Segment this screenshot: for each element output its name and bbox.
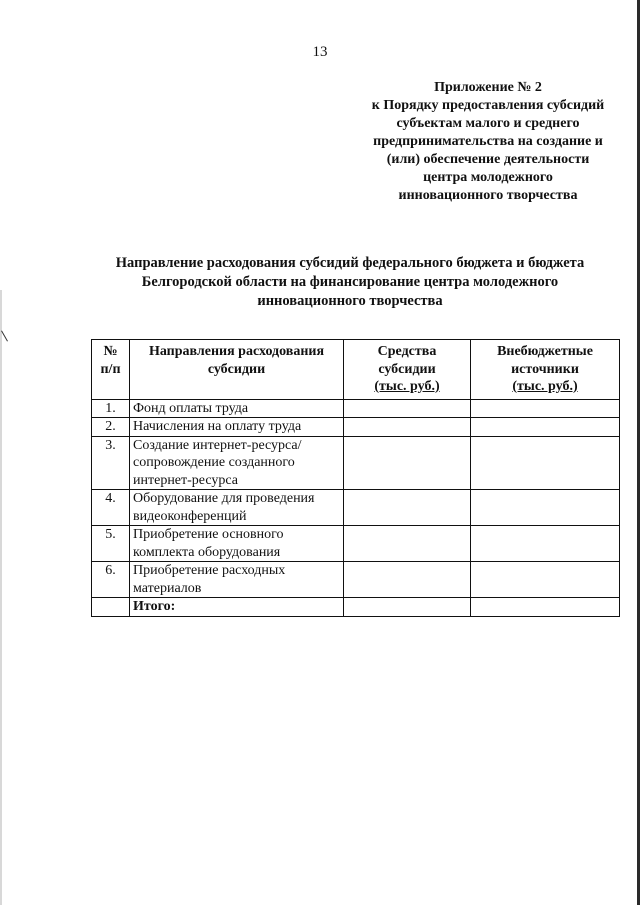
table-row <box>92 490 620 526</box>
row-subsidy-cell <box>344 418 471 437</box>
row-number: 5. <box>92 526 130 562</box>
total-label: Итого: <box>130 598 344 617</box>
header-text: (тыс. руб.) <box>374 379 440 394</box>
title-line: Белгородской области на финансирование центра молодежного <box>141 274 559 290</box>
row-subsidy-cell <box>344 526 471 562</box>
title-line: Направление расходования субсидий федерального бюджета и бюджета <box>115 255 585 271</box>
row-subsidy-cell <box>344 490 471 526</box>
header-extra-budgetary <box>471 340 620 400</box>
table-row <box>92 526 620 562</box>
header-text: Средства <box>377 344 437 359</box>
appendix-heading <box>352 79 624 205</box>
row-subsidy-cell <box>344 399 471 418</box>
header-text: № <box>103 344 118 359</box>
row-number: 1. <box>92 399 130 418</box>
total-subsidy-cell <box>344 598 471 617</box>
header-text: (тыс. руб.) <box>512 379 578 394</box>
row-number: 3. <box>92 436 130 490</box>
header-text: п/п <box>100 361 121 377</box>
title-line: инновационного творчества <box>257 293 443 309</box>
total-num-cell <box>92 598 130 617</box>
page-number: 13 <box>312 44 328 60</box>
row-extra-cell <box>471 436 620 490</box>
appendix-line: центра молодежного <box>423 170 553 185</box>
table-row <box>92 436 620 490</box>
row-number: 6. <box>92 562 130 598</box>
appendix-line: предпринимательства на создание и <box>373 134 603 149</box>
header-text: источники <box>511 361 579 377</box>
row-direction: Фонд оплаты труда <box>130 399 344 418</box>
header-text: Внебюджетные <box>497 344 593 359</box>
row-extra-cell <box>471 418 620 437</box>
row-direction: Оборудование для проведения видеоконференций <box>130 490 344 526</box>
row-direction: Создание интернет-ресурса/сопровождение созданного интернет-ресурса <box>130 436 344 490</box>
row-number: 4. <box>92 490 130 526</box>
appendix-line: к Порядку предоставления субсидий <box>371 98 605 113</box>
table-row <box>92 418 620 437</box>
scan-mark <box>1 331 8 342</box>
header-subsidy <box>344 340 471 400</box>
appendix-line: субъектам малого и среднего <box>396 116 580 131</box>
row-extra-cell <box>471 490 620 526</box>
header-num <box>92 340 130 400</box>
table-row <box>92 399 620 418</box>
row-extra-cell <box>471 526 620 562</box>
appendix-line: инновационного творчества <box>398 188 578 203</box>
row-direction: Приобретение основного комплекта оборудования <box>130 526 344 562</box>
row-extra-cell <box>471 399 620 418</box>
appendix-line: Приложение № 2 <box>434 80 542 95</box>
document-title <box>100 254 600 311</box>
total-extra-cell <box>471 598 620 617</box>
appendix-line: (или) обеспечение деятельности <box>386 152 590 167</box>
row-number: 2. <box>92 418 130 437</box>
row-direction: Начисления на оплату труда <box>130 418 344 437</box>
expenditure-table <box>91 339 620 617</box>
table-row <box>92 562 620 598</box>
header-direction <box>130 340 344 400</box>
row-extra-cell <box>471 562 620 598</box>
header-text: Направления расходования <box>148 344 325 359</box>
row-subsidy-cell <box>344 562 471 598</box>
scan-shadow <box>0 290 2 905</box>
row-direction: Приобретение расходных материалов <box>130 562 344 598</box>
header-text: субсидии <box>207 361 266 377</box>
header-text: субсидии <box>378 361 436 377</box>
table-total-row <box>92 598 620 617</box>
table-header-row <box>92 340 620 400</box>
row-subsidy-cell <box>344 436 471 490</box>
